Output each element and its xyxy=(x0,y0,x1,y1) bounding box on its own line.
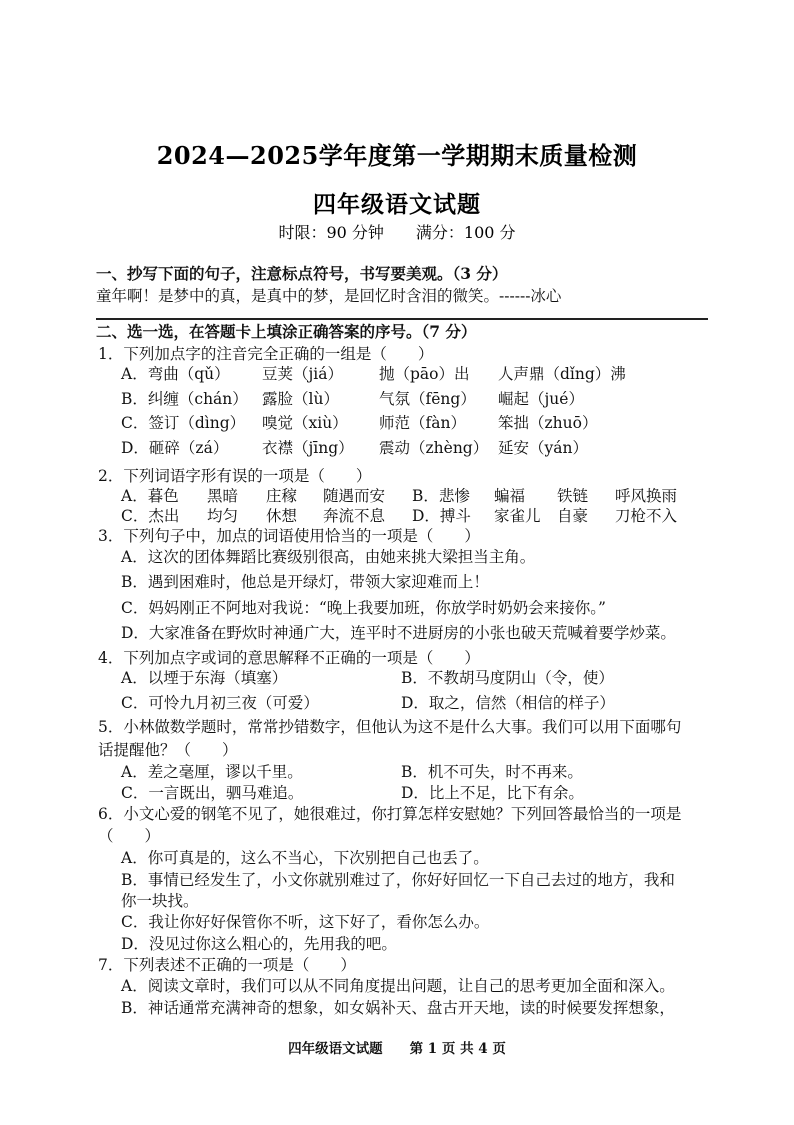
q3-option: A．这次的团体舞蹈比赛级别很高，由她来挑大梁担当主角。 xyxy=(121,548,536,566)
q2-word: 庄稼 xyxy=(266,487,298,505)
q1-option-cell: 露脸（lù） xyxy=(262,390,339,408)
q2-word: B．悲惨 xyxy=(412,487,470,505)
q5-option: D．比上不足，比下有余。 xyxy=(401,784,584,802)
q2-word: A．暮色 xyxy=(121,487,179,505)
q3-option: D．大家准备在野炊时神通广大，连平时不进厨房的小张也破天荒喊着要学炒菜。 xyxy=(121,624,676,642)
q5-stem-cont: 话提醒他？（ ） xyxy=(98,741,238,759)
exam-meta: 时限：90 分钟 满分：100 分 xyxy=(278,223,516,242)
q1-option-cell: 气氛（fēng） xyxy=(379,390,476,408)
q6-option: B．事情已经发生了，小文你就别难过了，你好好回忆一下自己去过的地方，我和 xyxy=(121,871,675,889)
q5-option: A．差之毫厘，谬以千里。 xyxy=(121,763,303,781)
page-footer: 四年级语文试题 第 1 页 共 4 页 xyxy=(288,1041,506,1057)
q2-word: 铁链 xyxy=(557,487,589,505)
q1-option-cell: C．签订（dìng） xyxy=(121,414,246,432)
q7-stem: 7．下列表述不正确的一项是（ ） xyxy=(98,956,356,974)
q6-stem: 6．小文心爱的钢笔不见了，她很难过，你打算怎样安慰她？下列回答最恰当的一项是 xyxy=(98,805,682,823)
q4-option: D．取之，信然（相信的样子） xyxy=(401,694,615,712)
q4-option: B．不教胡马度阴山（令，使） xyxy=(401,669,614,687)
section1-sentence: 童年啊！是梦中的真，是真中的梦，是回忆时含泪的微笑。------冰心 xyxy=(96,287,562,305)
q1-option-cell: B．纠缠（chán） xyxy=(121,390,248,408)
exam-subtitle: 四年级语文试题 xyxy=(313,191,481,218)
q1-option-cell: 延安（yán） xyxy=(498,439,588,457)
q4-option: A．以堙于东海（填塞） xyxy=(121,669,288,687)
q2-word: 休想 xyxy=(266,507,298,525)
q6-option: C．我让你好好保管你不听，这下好了，看你怎么办。 xyxy=(121,913,490,931)
q2-stem: 2．下列词语字形有误的一项是（ ） xyxy=(98,467,372,485)
q2-word: 均匀 xyxy=(207,507,239,525)
q6-stem-cont: （ ） xyxy=(98,827,161,845)
q6-option: A．你可真是的，这么不当心，下次别把自己也丢了。 xyxy=(121,849,489,867)
q1-option-cell: D．砸碎（zá） xyxy=(121,439,229,457)
q5-option: C．一言既出，驷马难追。 xyxy=(121,784,304,802)
q2-word: 呼风换雨 xyxy=(615,487,678,505)
q4-option: C．可怜九月初三夜（可爱） xyxy=(121,694,319,712)
exam-title: 2024—2025学年度第一学期期末质量检测 xyxy=(156,141,638,170)
q7-option: B．神话通常充满神奇的想象，如女娲补天、盘古开天地，读的时候要发挥想象， xyxy=(121,999,675,1017)
q6-option: D．没见过你这么粗心的，先用我的吧。 xyxy=(121,935,397,953)
q1-option-cell: 衣襟（jīng） xyxy=(262,439,354,457)
q3-option: C．妈妈刚正不阿地对我说：“晚上我要加班，你放学时奶奶会来接你。” xyxy=(121,599,606,617)
q2-word: C．杰出 xyxy=(121,507,180,525)
q2-word: 自豪 xyxy=(557,507,589,525)
q1-option-cell: 人声鼎（dǐng）沸 xyxy=(498,365,626,383)
q1-option-cell: A．弯曲（qǔ） xyxy=(121,365,230,383)
q6-option-cont: 你一块找。 xyxy=(121,892,199,910)
q2-word: 随遇而安 xyxy=(323,487,386,505)
q1-stem: 1．下列加点字的注音完全正确的一组是（ ） xyxy=(98,345,434,363)
q2-word: 黑暗 xyxy=(207,487,239,505)
q7-option: A．阅读文章时，我们可以从不同角度提出问题，让自己的思考更加全面和深入。 xyxy=(121,977,675,995)
q1-option-cell: 嗅觉（xiù） xyxy=(262,414,348,432)
section2-heading: 二、选一选，在答题卡上填涂正确答案的序号。（7 分） xyxy=(96,322,477,341)
q1-option-cell: 震动（zhèng） xyxy=(379,439,489,457)
q1-option-cell: 抛（pāo）出 xyxy=(379,365,470,383)
q1-option-cell: 崛起（jué） xyxy=(498,390,584,408)
q5-stem: 5．小林做数学题时，常常抄错数字，但他认为这不是什么大事。我们可以用下面哪句 xyxy=(98,718,682,736)
q1-option-cell: 豆荚（jiá） xyxy=(262,365,344,383)
q2-word: 家雀儿 xyxy=(494,507,541,525)
section-divider xyxy=(96,318,708,320)
q1-option-cell: 笨拙（zhuō） xyxy=(498,414,598,432)
q2-word: 蝙福 xyxy=(494,487,526,505)
q2-word: D．搏斗 xyxy=(412,507,471,525)
q2-word: 奔流不息 xyxy=(323,507,386,525)
section1-heading: 一、抄写下面的句子，注意标点符号，书写要美观。（3 分） xyxy=(96,264,508,283)
q1-option-cell: 师范（fàn） xyxy=(379,414,466,432)
q2-word: 刀枪不入 xyxy=(615,507,678,525)
q5-option: B．机不可失，时不再来。 xyxy=(401,763,583,781)
q3-stem: 3．下列句子中，加点的词语使用恰当的一项是（ ） xyxy=(98,527,480,545)
q3-option: B．遇到困难时，他总是开绿灯，带领大家迎难而上！ xyxy=(121,573,489,591)
q4-stem: 4．下列加点字或词的意思解释不正确的一项是（ ） xyxy=(98,649,480,667)
